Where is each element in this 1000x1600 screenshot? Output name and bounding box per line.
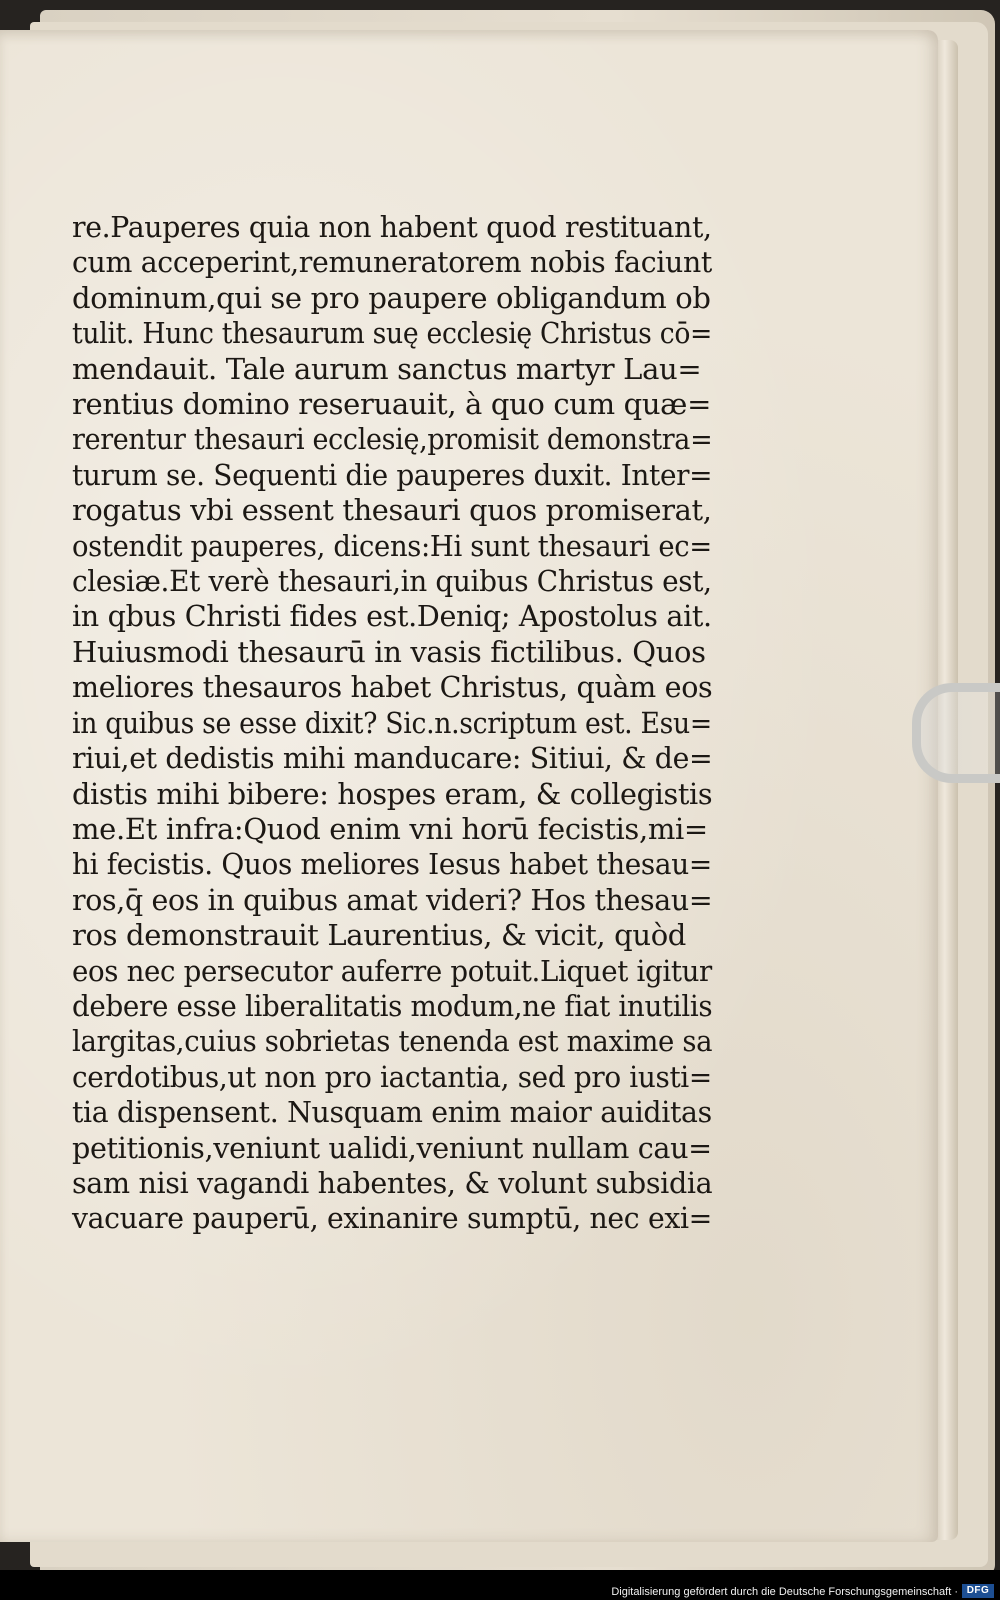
text-line: largitas,cuius sobrietas tenenda est maxime sa bbox=[72, 1024, 713, 1059]
text-line: ostendit pauperes, dicens:Hi sunt thesauri ec= bbox=[72, 528, 712, 563]
text-line: ros demonstrauit Laurentius, & vicit, quòd bbox=[72, 918, 687, 953]
dfg-logo: DFG bbox=[962, 1584, 994, 1598]
text-line: ros,q̄ eos in quibus amat videri? Hos thesau= bbox=[72, 882, 713, 917]
text-line: dominum,qui se pro paupere obligandum ob bbox=[72, 280, 711, 315]
footer-band bbox=[0, 1570, 1000, 1600]
text-line: vacuare pauperū, exinanire sumptū, nec exi= bbox=[72, 1201, 713, 1236]
text-line: distis mihi bibere: hospes eram, & collegistis bbox=[72, 776, 713, 811]
text-line: cum acceperint,remuneratorem nobis faciunt bbox=[72, 245, 712, 280]
text-line: hi fecistis. Quos meliores Iesus habet thesau= bbox=[72, 847, 712, 882]
text-line: debere esse liberalitatis modum,ne fiat inutilis bbox=[72, 988, 713, 1023]
text-line: in quibus se esse dixit? Sic.n.scriptum est. Esu= bbox=[72, 705, 712, 740]
text-line: sam nisi vagandi habentes, & volunt subsidia bbox=[72, 1165, 713, 1200]
text-line: cerdotibus,ut non pro iactantia, sed pro iusti= bbox=[72, 1059, 712, 1094]
text-line: tulit. Hunc thesaurum suę ecclesię Christus cō= bbox=[72, 316, 713, 351]
text-line: rerentur thesauri ecclesię,promisit demonstra= bbox=[72, 422, 713, 457]
page-edge bbox=[936, 40, 958, 1540]
text-line: petitionis,veniunt ualidi,veniunt nullam cau= bbox=[72, 1130, 712, 1165]
text-line: Huiusmodi thesaurū in vasis fictilibus. Quos bbox=[72, 634, 706, 669]
text-line: riui,et dedistis mihi manducare: Sitiui, & de= bbox=[72, 741, 713, 776]
text-line: eos nec persecutor auferre potuit.Liquet igitur bbox=[72, 953, 712, 988]
text-line: rogatus vbi essent thesauri quos promiserat, bbox=[72, 493, 712, 528]
text-line: in qbus Christi fides est.Deniq; Apostolus ait. bbox=[72, 599, 712, 634]
text-line: me.Et infra:Quod enim vni horū fecistis,mi= bbox=[72, 811, 708, 846]
text-line: turum se. Sequenti die pauperes duxit. Inter= bbox=[72, 457, 713, 492]
text-line: mendauit. Tale aurum sanctus martyr Lau= bbox=[72, 351, 702, 386]
page-text-block bbox=[72, 210, 712, 1237]
book-page bbox=[0, 30, 938, 1542]
text-line: meliores thesauros habet Christus, quàm eos bbox=[72, 670, 713, 705]
digitization-credit: Digitalisierung gefördert durch die Deutsche Forschungsgemeinschaft · bbox=[611, 1586, 958, 1598]
text-line: tia dispensent. Nusquam enim maior auiditas bbox=[72, 1095, 712, 1130]
text-line: rentius domino reseruauit, à quo cum quæ= bbox=[72, 387, 712, 422]
text-line: clesiæ.Et verè thesauri,in quibus Christus est, bbox=[72, 564, 712, 599]
paper-clip bbox=[912, 683, 1000, 783]
text-line: re.Pauperes quia non habent quod restituant, bbox=[72, 210, 712, 244]
